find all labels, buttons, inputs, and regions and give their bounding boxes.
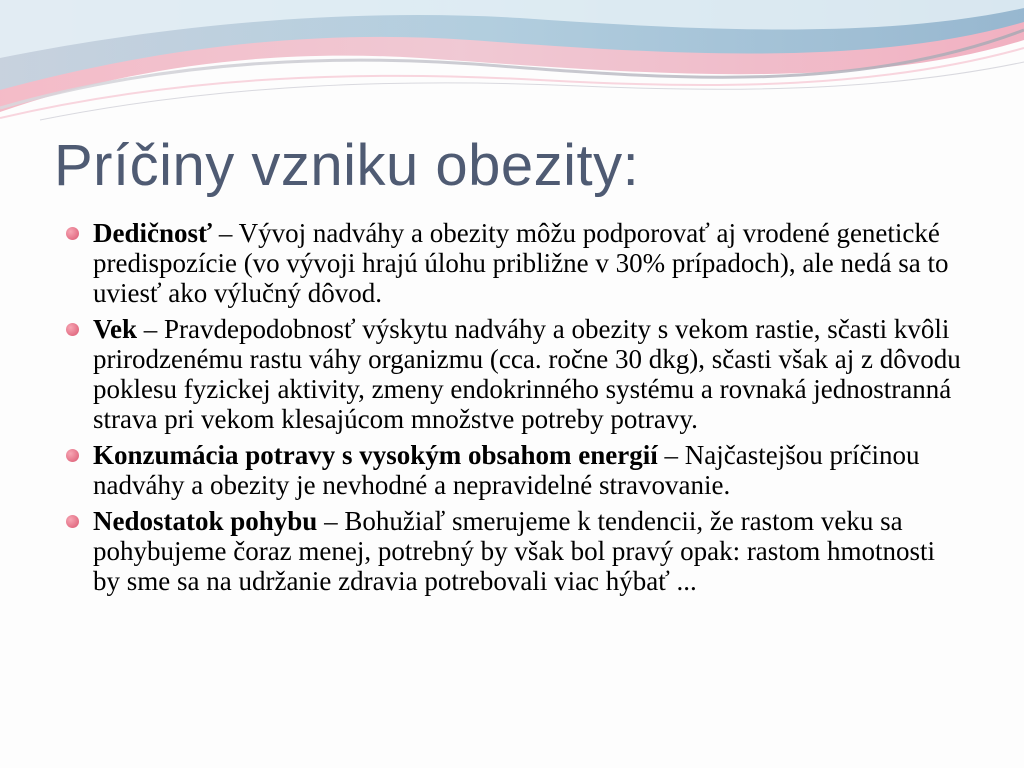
slide-title: Príčiny vzniku obezity: [54, 133, 640, 198]
decorative-wave-header [0, 0, 1024, 130]
bullet-text: – Bohužiaľ smerujeme k tendencii, že rastom veku sa pohybujeme čoraz menej, potrebný by však bol pravý opak: rastom hmotnosti by sme sa na udržanie zdravia potrebovali viac hýbať ... [93, 506, 936, 596]
bullet-dot-icon [66, 323, 79, 336]
bullet-text: – Najčastejšou príčinou nadváhy a obezity je nevhodné a nepravidelné stravovanie. [93, 440, 920, 500]
bullet-item-vek [64, 314, 964, 434]
bullet-item-dedicnost [64, 218, 964, 308]
bullet-term: Vek [93, 314, 138, 344]
bullet-text: – Vývoj nadváhy a obezity môžu podporovať aj vrodené genetické predispozície (vo vývoji hrajú úlohu približne v 30% prípadoch), ale nedá sa to uviesť ako výlučný dôvod. [93, 218, 949, 308]
bullet-list [64, 218, 964, 602]
bullet-item-nedostatok-pohybu [64, 506, 964, 596]
bullet-dot-icon [66, 449, 79, 462]
bullet-term: Nedostatok pohybu [93, 506, 318, 536]
bullet-term: Dedičnosť [93, 218, 213, 248]
bullet-dot-icon [66, 227, 79, 240]
bullet-dot-icon [66, 515, 79, 528]
bullet-item-konzumacia [64, 440, 964, 500]
bullet-term: Konzumácia potravy s vysokým obsahom energií [93, 440, 658, 470]
bullet-text: – Pravdepodobnosť výskytu nadváhy a obezity s vekom rastie, sčasti kvôli prirodzenému rastu váhy organizmu (cca. ročne 30 dkg), sčasti však aj z dôvodu poklesu fyzickej aktivity, zmeny endokrinného systému a rovnaká jednostranná strava pri vekom klesajúcom množstve potreby potravy. [93, 314, 961, 434]
